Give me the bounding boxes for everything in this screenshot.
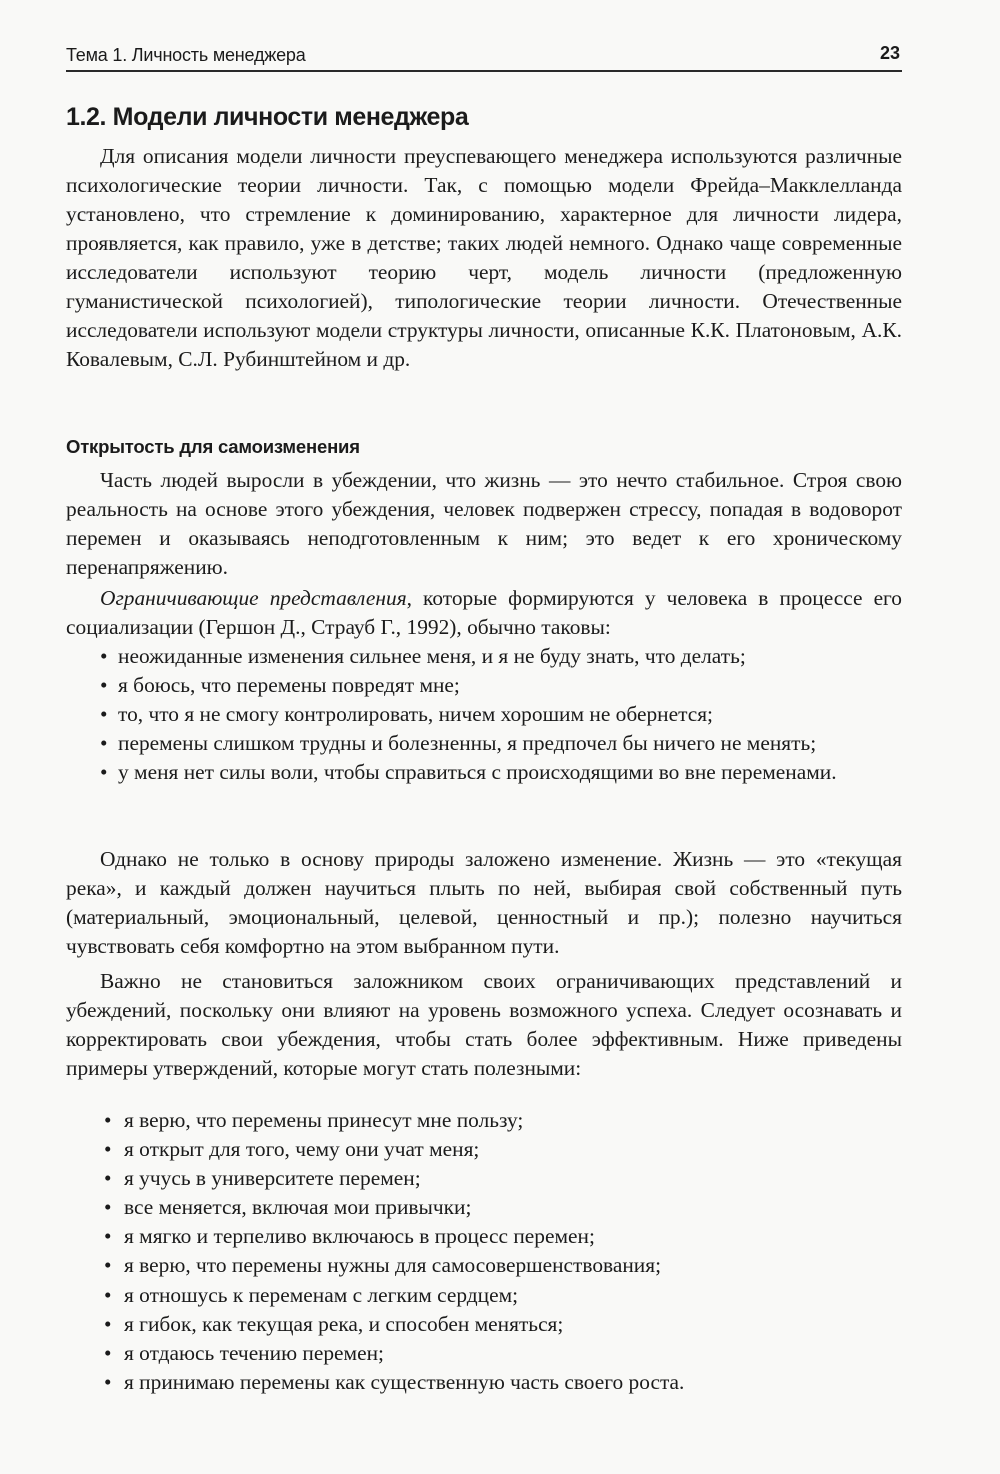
section-title: 1.2. Модели личности менеджера <box>66 103 469 131</box>
list-item: • у меня нет силы воли, чтобы справиться с происходящими во вне переменами. <box>66 758 902 787</box>
subsection-title: Открытость для самоизменения <box>66 436 360 457</box>
list-item: • неожиданные изменения сильнее меня, и я не буду знать, что делать; <box>66 642 902 671</box>
paragraph-limiting-beliefs-text: , которые формируются у человека в процессе его социализации (Гершон Д., Страуб Г., 1992), обычно таковы: <box>66 586 902 639</box>
list-item: • я верю, что перемены принесут мне пользу; <box>66 1106 902 1135</box>
list-item: • я мягко и терпеливо включаюсь в процесс перемен; <box>66 1222 902 1251</box>
running-title: Тема 1. Личность менеджера <box>66 45 306 65</box>
useful-statements-block <box>66 1106 902 1397</box>
subsection-body-continued <box>66 845 902 1083</box>
list-item: • я гибок, как текущая река, и способен меняться; <box>66 1310 902 1339</box>
limiting-beliefs-list <box>66 642 902 787</box>
paragraph-stability: Часть людей выросли в убеждении, что жизнь — это нечто стабильное. Строя свою реальность на основе этого убеждения, человек подвержен стрессу, попадая в водоворот перемен и оказываясь неподготовленным к ним; это ведет к его хроническому перенапряжению. <box>66 468 902 579</box>
list-item: • то, что я не смогу контролировать, ничем хорошим не обернется; <box>66 700 902 729</box>
list-item: • я учусь в университете перемен; <box>66 1164 902 1193</box>
list-item: • я верю, что перемены нужны для самосовершенствования; <box>66 1251 902 1280</box>
list-item: • я отдаюсь течению перемен; <box>66 1339 902 1368</box>
section-intro <box>66 142 902 374</box>
list-item: • я принимаю перемены как существенную часть своего роста. <box>66 1368 902 1397</box>
page-number: 23 <box>879 43 900 63</box>
list-item: • я отношусь к переменам с легким сердцем; <box>66 1281 902 1310</box>
intro-paragraph: Для описания модели личности преуспевающего менеджера используются различные психологические теории личности. Так, с помощью модели Фрейда–Макклелланда установлено, что стремление к доминированию, характерное для личности лидера, проявляется, как правило, уже в детстве; таких людей немного. Однако чаще современные исследователи используют теорию черт, модель личности (предложенную гуманистической психологией), типологические теории личности. Отечественные исследователи используют модели структуры личности, описанные К.К. Платоновым, А.К. Ковалевым, С.Л. Рубинштейном и др. <box>66 144 902 371</box>
paragraph-river: Однако не только в основу природы заложено изменение. Жизнь — это «текущая река», и каждый должен научиться плыть по ней, выбирая свой собственный путь (материальный, эмоциональный, целевой, ценностный и пр.); полезно научиться чувствовать себя комфортно на этом выбранном пути. <box>66 847 902 958</box>
list-item: • я открыт для того, чему они учат меня; <box>66 1135 902 1164</box>
subsection-body <box>66 466 902 787</box>
running-header <box>66 40 902 72</box>
paragraph-limiting-beliefs <box>66 584 902 642</box>
list-item: • перемены слишком трудны и болезненны, я предпочел бы ничего не менять; <box>66 729 902 758</box>
list-item: • все меняется, включая мои привычки; <box>66 1193 902 1222</box>
paragraph-useful-beliefs: Важно не становиться заложником своих ограничивающих представлений и убеждений, поскольку они влияют на уровень возможного успеха. Следует осознавать и корректировать свои убеждения, чтобы стать более эффективным. Ниже приведены примеры утверждений, которые могут стать полезными: <box>66 969 902 1080</box>
list-item: • я боюсь, что перемены повредят мне; <box>66 671 902 700</box>
term-limiting-beliefs: Ограничивающие представления <box>100 586 407 610</box>
useful-statements-list <box>66 1106 902 1397</box>
